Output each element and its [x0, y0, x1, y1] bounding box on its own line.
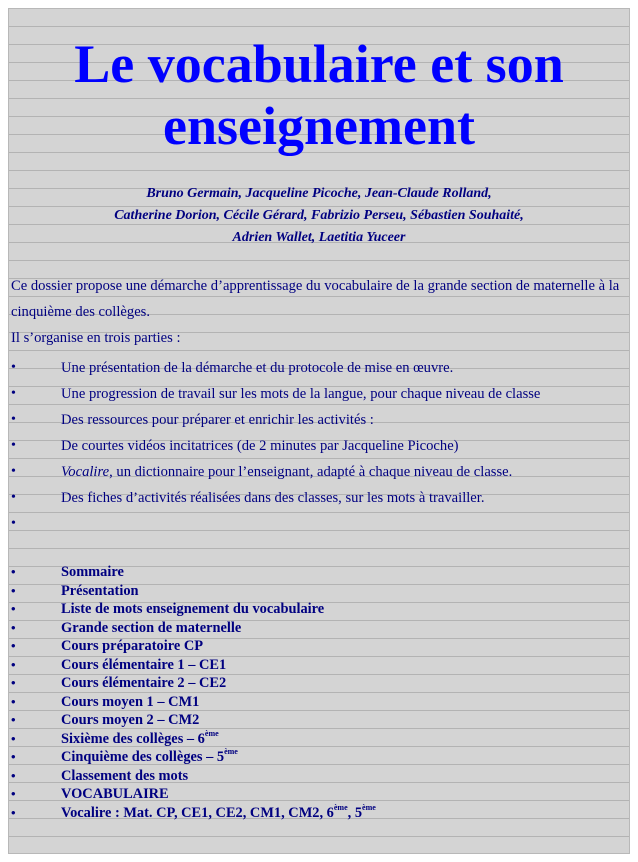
bullet-icon: •	[11, 582, 16, 598]
link-vocabulaire[interactable]: VOCABULAIRE	[61, 786, 169, 802]
bullet-icon: •	[11, 638, 16, 653]
parts-list	[11, 355, 625, 537]
intro-text	[11, 273, 625, 351]
vocalire-title: Vocalire	[61, 464, 110, 480]
nav-item-classement	[11, 767, 625, 786]
link-cp[interactable]: Cours préparatoire CP	[61, 638, 204, 654]
bullet-icon: •	[11, 749, 16, 764]
list-item: • Une présentation de la démarche et du protocole de mise en œuvre.	[11, 355, 625, 381]
link-cinquieme[interactable]: Cinquième des collèges – 5ème	[61, 747, 238, 765]
link-classement[interactable]: Classement des mots	[61, 767, 189, 784]
link-ce1[interactable]: Cours élémentaire 1 – CE1	[61, 656, 227, 673]
nav-item-sommaire	[11, 563, 625, 582]
bullet-icon: •	[11, 386, 16, 401]
bullet-icon: •	[11, 675, 16, 690]
bullet-icon: •	[11, 619, 16, 635]
nav-item-presentation	[11, 582, 625, 601]
bullet-icon: •	[11, 712, 16, 727]
nav-item-cm1	[11, 693, 625, 712]
bullet-icon: •	[11, 693, 16, 709]
bullet-icon: •	[11, 804, 16, 820]
link-ce2[interactable]: Cours élémentaire 2 – CE2	[61, 675, 227, 691]
list-item: • Une progression de travail sur les mots de la langue, pour chaque niveau de classe	[11, 381, 625, 407]
bullet-icon: •	[11, 412, 16, 427]
link-grande-section[interactable]: Grande section de maternelle	[61, 619, 242, 636]
link-cm1[interactable]: Cours moyen 1 – CM1	[61, 693, 200, 710]
nav-item-cp	[11, 637, 625, 656]
bullet-icon: •	[11, 516, 16, 531]
link-liste-mots[interactable]: Liste de mots enseignement du vocabulaire	[61, 601, 325, 617]
link-sixieme[interactable]: Sixième des collèges – 6ème	[61, 728, 219, 747]
bullet-icon: •	[11, 438, 16, 453]
link-cm2[interactable]: Cours moyen 2 – CM2	[61, 712, 200, 728]
nav-item-ce1	[11, 656, 625, 675]
link-sommaire[interactable]: Sommaire	[61, 564, 124, 580]
bullet-icon: •	[11, 767, 16, 783]
authors-line-2: Catherine Dorion, Cécile Gérard, Fabrizio Perseu, Sébastien Souhaité,	[114, 208, 524, 223]
list-item: • Des ressources pour préparer et enrichir les activités :	[11, 407, 625, 433]
list-item: • Des fiches d’activités réalisées dans des classes, sur les mots à travailler.	[11, 485, 625, 511]
bullet-icon: •	[11, 490, 16, 505]
nav-item-cinquieme	[11, 748, 625, 767]
document-title	[9, 33, 629, 157]
bullet-icon: •	[11, 564, 16, 579]
list-item: • De courtes vidéos incitatrices (de 2 minutes par Jacqueline Picoche)	[11, 433, 625, 459]
bullet-icon: •	[11, 601, 16, 616]
authors-line-3: Adrien Wallet, Laetitia Yuceer	[232, 230, 406, 245]
title-line-1: Le vocabulaire et son	[74, 34, 564, 94]
nav-item-ce2	[11, 674, 625, 693]
link-presentation[interactable]: Présentation	[61, 582, 139, 599]
bullet-icon: •	[11, 656, 16, 672]
link-vocalire[interactable]: Vocalire : Mat. CP, CE1, CE2, CM1, CM2, 6ème, 5ème	[61, 802, 376, 821]
authors-block	[9, 183, 629, 249]
authors-line-1: Bruno Germain, Jacqueline Picoche, Jean-Claude Rolland,	[146, 186, 492, 201]
intro-parts-heading: Il s’organise en trois parties :	[11, 330, 181, 346]
nav-item-gs	[11, 619, 625, 638]
intro-paragraph: Ce dossier propose une démarche d’apprentissage du vocabulaire de la grande section de maternelle à la cinquième des collèges.	[11, 278, 620, 320]
nav-item-vocalire	[11, 804, 625, 823]
list-item: • Vocalire, un dictionnaire pour l’enseignant, adapté à chaque niveau de classe.	[11, 459, 625, 485]
bullet-icon: •	[11, 786, 16, 801]
title-line-2: enseignement	[163, 96, 475, 156]
navigation-links	[11, 563, 625, 822]
list-item	[11, 511, 625, 537]
bullet-icon: •	[11, 464, 16, 479]
bullet-icon: •	[11, 730, 16, 746]
nav-item-liste-mots	[11, 600, 625, 619]
document-page	[8, 8, 630, 854]
bullet-icon: •	[11, 360, 16, 375]
nav-item-cm2	[11, 711, 625, 730]
nav-item-sixieme	[11, 730, 625, 749]
nav-item-vocabulaire	[11, 785, 625, 804]
